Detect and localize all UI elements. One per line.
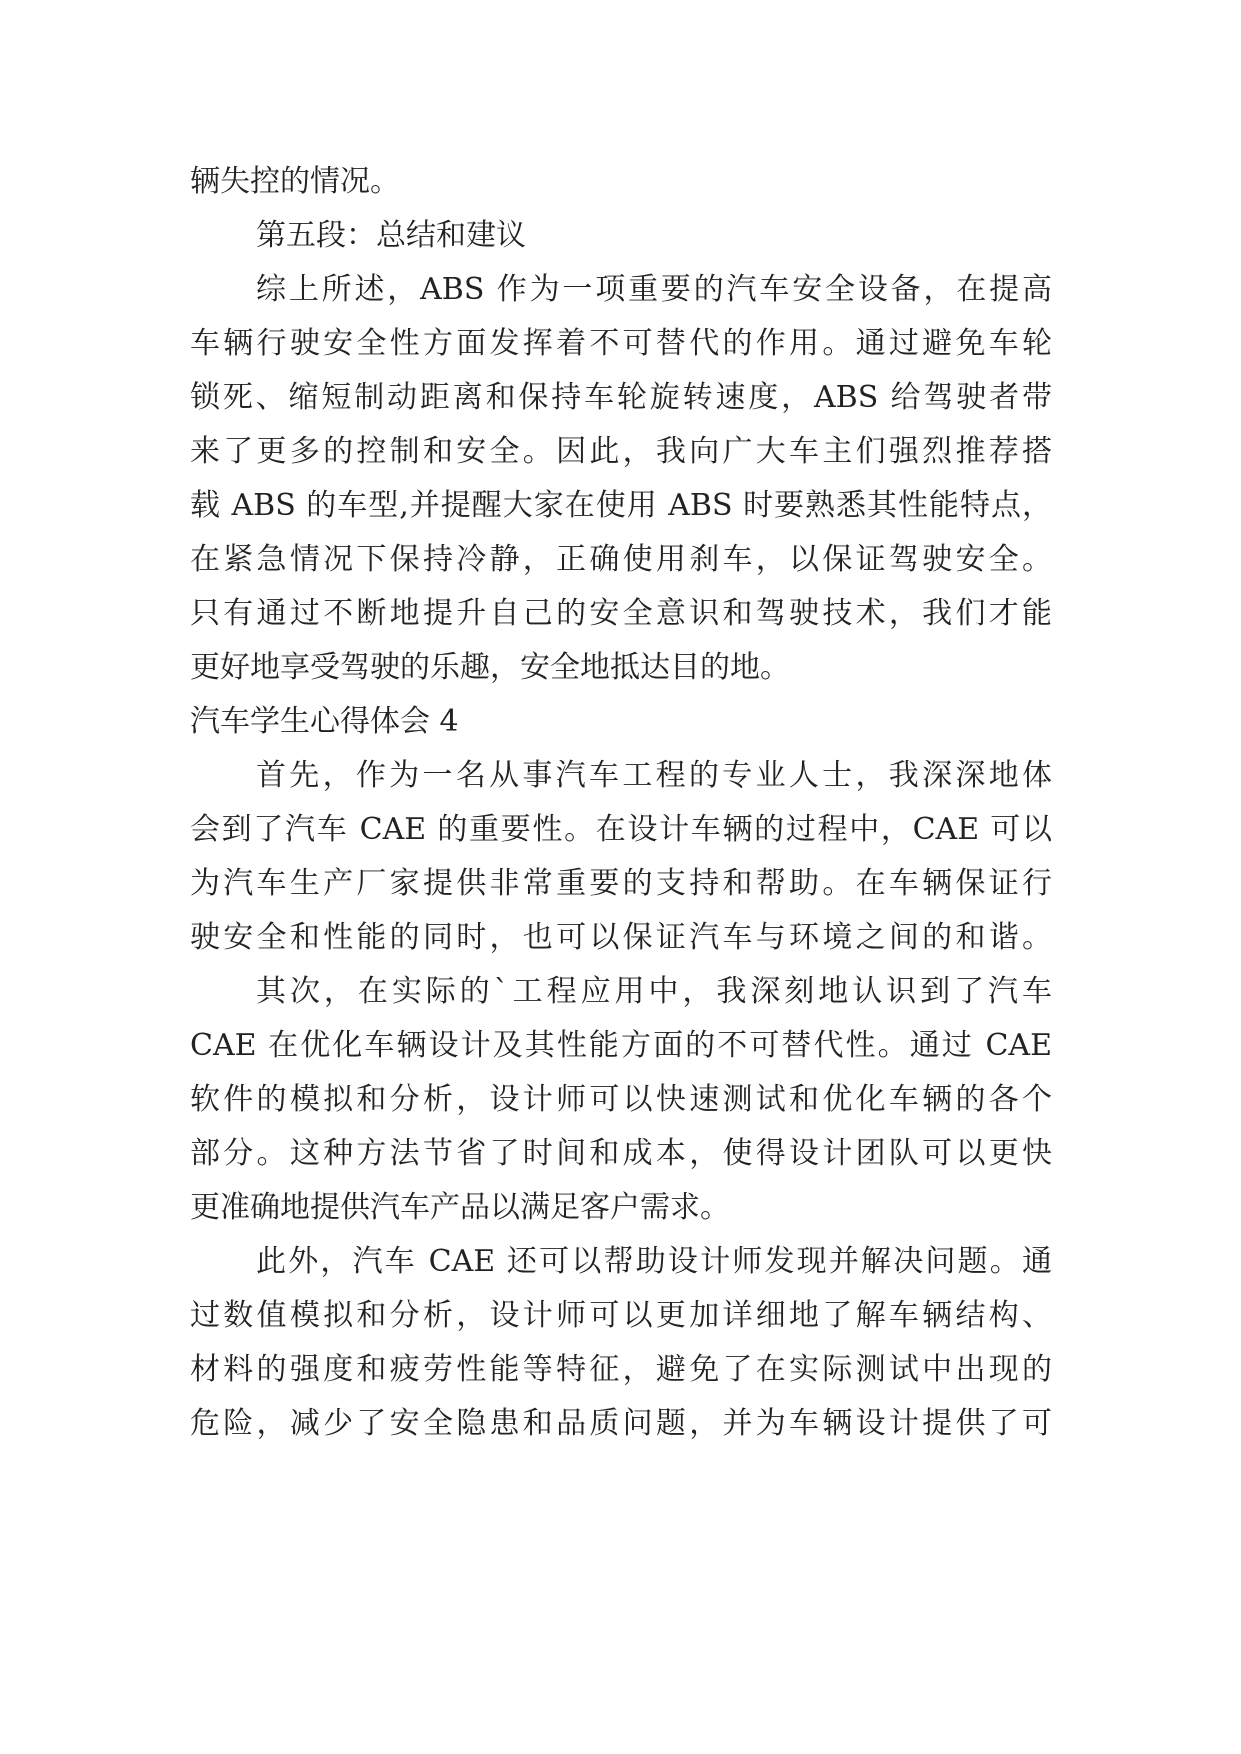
text-line: 汽车学生心得体会 4 [190, 704, 459, 739]
text-line: 危险，减少了安全隐患和品质问题，并为车辆设计提供了可 [190, 1406, 1052, 1441]
text-line: CAE 在优化车辆设计及其性能方面的不可替代性。通过 CAE [190, 1028, 1052, 1063]
text-line: 材料的强度和疲劳性能等特征，避免了在实际测试中出现的 [190, 1352, 1052, 1387]
text-line: 驶安全和性能的同时，也可以保证汽车与环境之间的和谐。 [190, 920, 1052, 955]
text-line: 为汽车生产厂家提供非常重要的支持和帮助。在车辆保证行 [190, 866, 1052, 901]
text-line: 辆失控的情况。 [190, 164, 400, 199]
text-line: 载 ABS 的车型,并提醒大家在使用 ABS 时要熟悉其性能特点， [190, 488, 1052, 523]
text-line: 部分。这种方法节省了时间和成本，使得设计团队可以更快 [190, 1136, 1052, 1171]
text-line: 更好地享受驾驶的乐趣，安全地抵达目的地。 [190, 650, 790, 685]
text-line: 过数值模拟和分析，设计师可以更加详细地了解车辆结构、 [190, 1298, 1052, 1333]
text-line: 只有通过不断地提升自己的安全意识和驾驶技术，我们才能 [190, 596, 1052, 631]
text-line: 软件的模拟和分析，设计师可以快速测试和优化车辆的各个 [190, 1082, 1052, 1117]
document-body [190, 155, 1052, 1451]
text-line: 在紧急情况下保持冷静，正确使用刹车，以保证驾驶安全。 [190, 542, 1052, 577]
text-line: 锁死、缩短制动距离和保持车轮旋转速度，ABS 给驾驶者带 [190, 380, 1052, 415]
text-line: 车辆行驶安全性方面发挥着不可替代的作用。通过避免车轮 [190, 326, 1052, 361]
text-line: 首先，作为一名从事汽车工程的专业人士，我深深地体 [256, 758, 1052, 793]
text-line: 来了更多的控制和安全。因此，我向广大车主们强烈推荐搭 [190, 434, 1052, 469]
text-line: 其次，在实际的`工程应用中，我深刻地认识到了汽车 [256, 974, 1052, 1009]
text-line: 综上所述，ABS 作为一项重要的汽车安全设备，在提高 [256, 272, 1052, 307]
text-line: 此外，汽车 CAE 还可以帮助设计师发现并解决问题。通 [256, 1244, 1052, 1279]
text-line: 更准确地提供汽车产品以满足客户需求。 [190, 1190, 730, 1225]
text-line: 会到了汽车 CAE 的重要性。在设计车辆的过程中，CAE 可以 [190, 812, 1052, 847]
text-line: 第五段：总结和建议 [256, 218, 526, 253]
